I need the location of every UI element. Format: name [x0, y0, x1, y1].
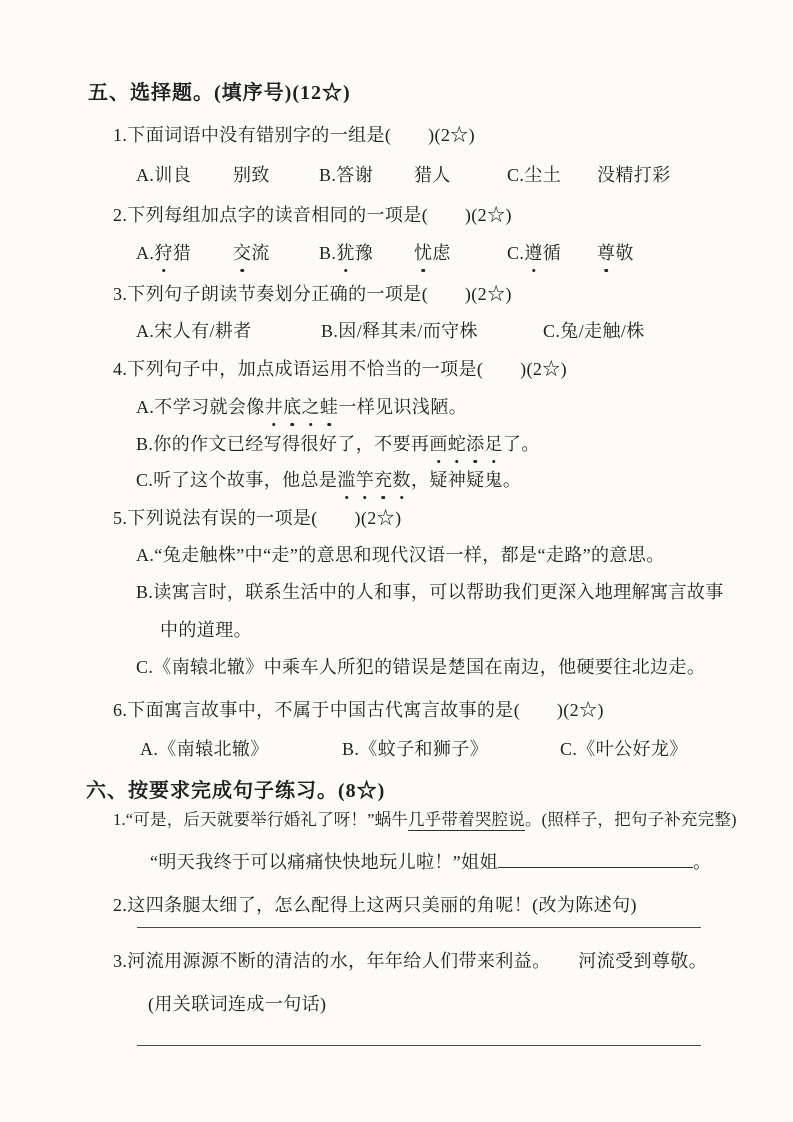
sec5-q2-option-c1: C.遵循 — [507, 240, 597, 266]
sec5-q1-option-b2: 猎人 — [414, 165, 451, 185]
sec5-q5-option-b-line1: B.读寓言时，联系生活中的人和事，可以帮助我们更深入地理解寓言故事 — [136, 582, 724, 602]
sec5-q3-option-a: A.宋人有/耕者 — [136, 321, 252, 341]
sec5-q6-option-c: C.《叶公好龙》 — [560, 739, 688, 759]
answer-line-2 — [137, 1045, 701, 1046]
sec5-q4-option-a: A.不学习就会像井底之蛙一样见识浅陋。 — [136, 394, 467, 420]
sec6-q1-line1: 1.“可是，后天就要举行婚礼了呀！”蜗牛几乎带着哭腔说。(照样子，把句子补充完整) — [113, 810, 737, 829]
sec5-q1-option-c1: C.尘土 — [507, 165, 562, 185]
sec5-q2-options — [136, 240, 634, 266]
sec5-q4-option-b: B.你的作文已经写得很好了，不要再画蛇添足了。 — [136, 431, 540, 457]
sec6-q2-stem: 2.这四条腿太细了，怎么配得上这两只美丽的角呢！(改为陈述句) — [113, 895, 637, 915]
sec5-q1-option-a2: 别致 — [233, 165, 270, 185]
sec5-q2-option-a1: A.狩猎 — [136, 240, 233, 266]
sec5-q3-options — [136, 318, 645, 344]
sec5-q6-option-a: A.《南辕北辙》 — [140, 739, 269, 759]
sec5-q3-option-c: C.兔/走触/株 — [543, 321, 645, 341]
sec5-q2-option-b2: 忧虑 — [414, 240, 507, 266]
sec5-q6-option-b: B.《蚊子和狮子》 — [342, 739, 489, 759]
sec5-q1-option-c2: 没精打彩 — [597, 165, 671, 185]
sec5-q1-option-b1: B.答谢 — [319, 165, 374, 185]
sec6-q1-line2: “明天我终于可以痛痛快快地玩儿啦！”姐姐 。 — [150, 848, 711, 875]
fill-in-blank — [498, 848, 693, 868]
sec5-q1-option-a1: A.训良 — [136, 165, 192, 185]
section5-heading: 五、选择题。(填序号)(12☆) — [88, 82, 351, 104]
sec5-q2-option-b1: B.犹豫 — [319, 240, 414, 266]
sec5-q2-option-c2: 尊敬 — [597, 240, 634, 266]
sec5-q4-option-c: C.听了这个故事，他总是滥竽充数，疑神疑鬼。 — [136, 467, 521, 493]
sec5-q3-stem: 3.下列句子朗读节奏划分正确的一项是( )(2☆) — [113, 284, 512, 304]
sec5-q6-options — [140, 736, 688, 762]
sec5-q2-option-a2: 交流 — [233, 240, 319, 266]
sec5-q1-options — [136, 162, 671, 188]
sec5-q5-option-a: A.“兔走触株”中“走”的意思和现代汉语一样，都是“走路”的意思。 — [136, 545, 665, 565]
sec5-q5-stem: 5.下列说法有误的一项是( )(2☆) — [113, 508, 402, 528]
sec6-q3-line1: 3.河流用源源不断的清洁的水，年年给人们带来利益。 河流受到尊敬。 — [113, 951, 708, 971]
sec5-q1-stem: 1.下面词语中没有错别字的一组是( )(2☆) — [113, 125, 476, 145]
answer-line-1 — [137, 927, 701, 928]
sec5-q5-option-c: C.《南辕北辙》中乘车人所犯的错误是楚国在南边，他硬要往北边走。 — [136, 657, 706, 677]
sec5-q4-stem: 4.下列句子中，加点成语运用不恰当的一项是( )(2☆) — [113, 359, 568, 379]
sec5-q2-stem: 2.下列每组加点字的读音相同的一项是( )(2☆) — [113, 205, 512, 225]
sec5-q6-stem: 6.下面寓言故事中，不属于中国古代寓言故事的是( )(2☆) — [113, 700, 604, 720]
section6-heading: 六、按要求完成句子练习。(8☆) — [86, 780, 386, 802]
sec5-q5-option-b-line2: 中的道理。 — [160, 620, 252, 640]
sec6-q3-line2: (用关联词连成一句话) — [148, 994, 327, 1014]
sec5-q3-option-b: B.因/释其耒/而守株 — [321, 321, 478, 341]
